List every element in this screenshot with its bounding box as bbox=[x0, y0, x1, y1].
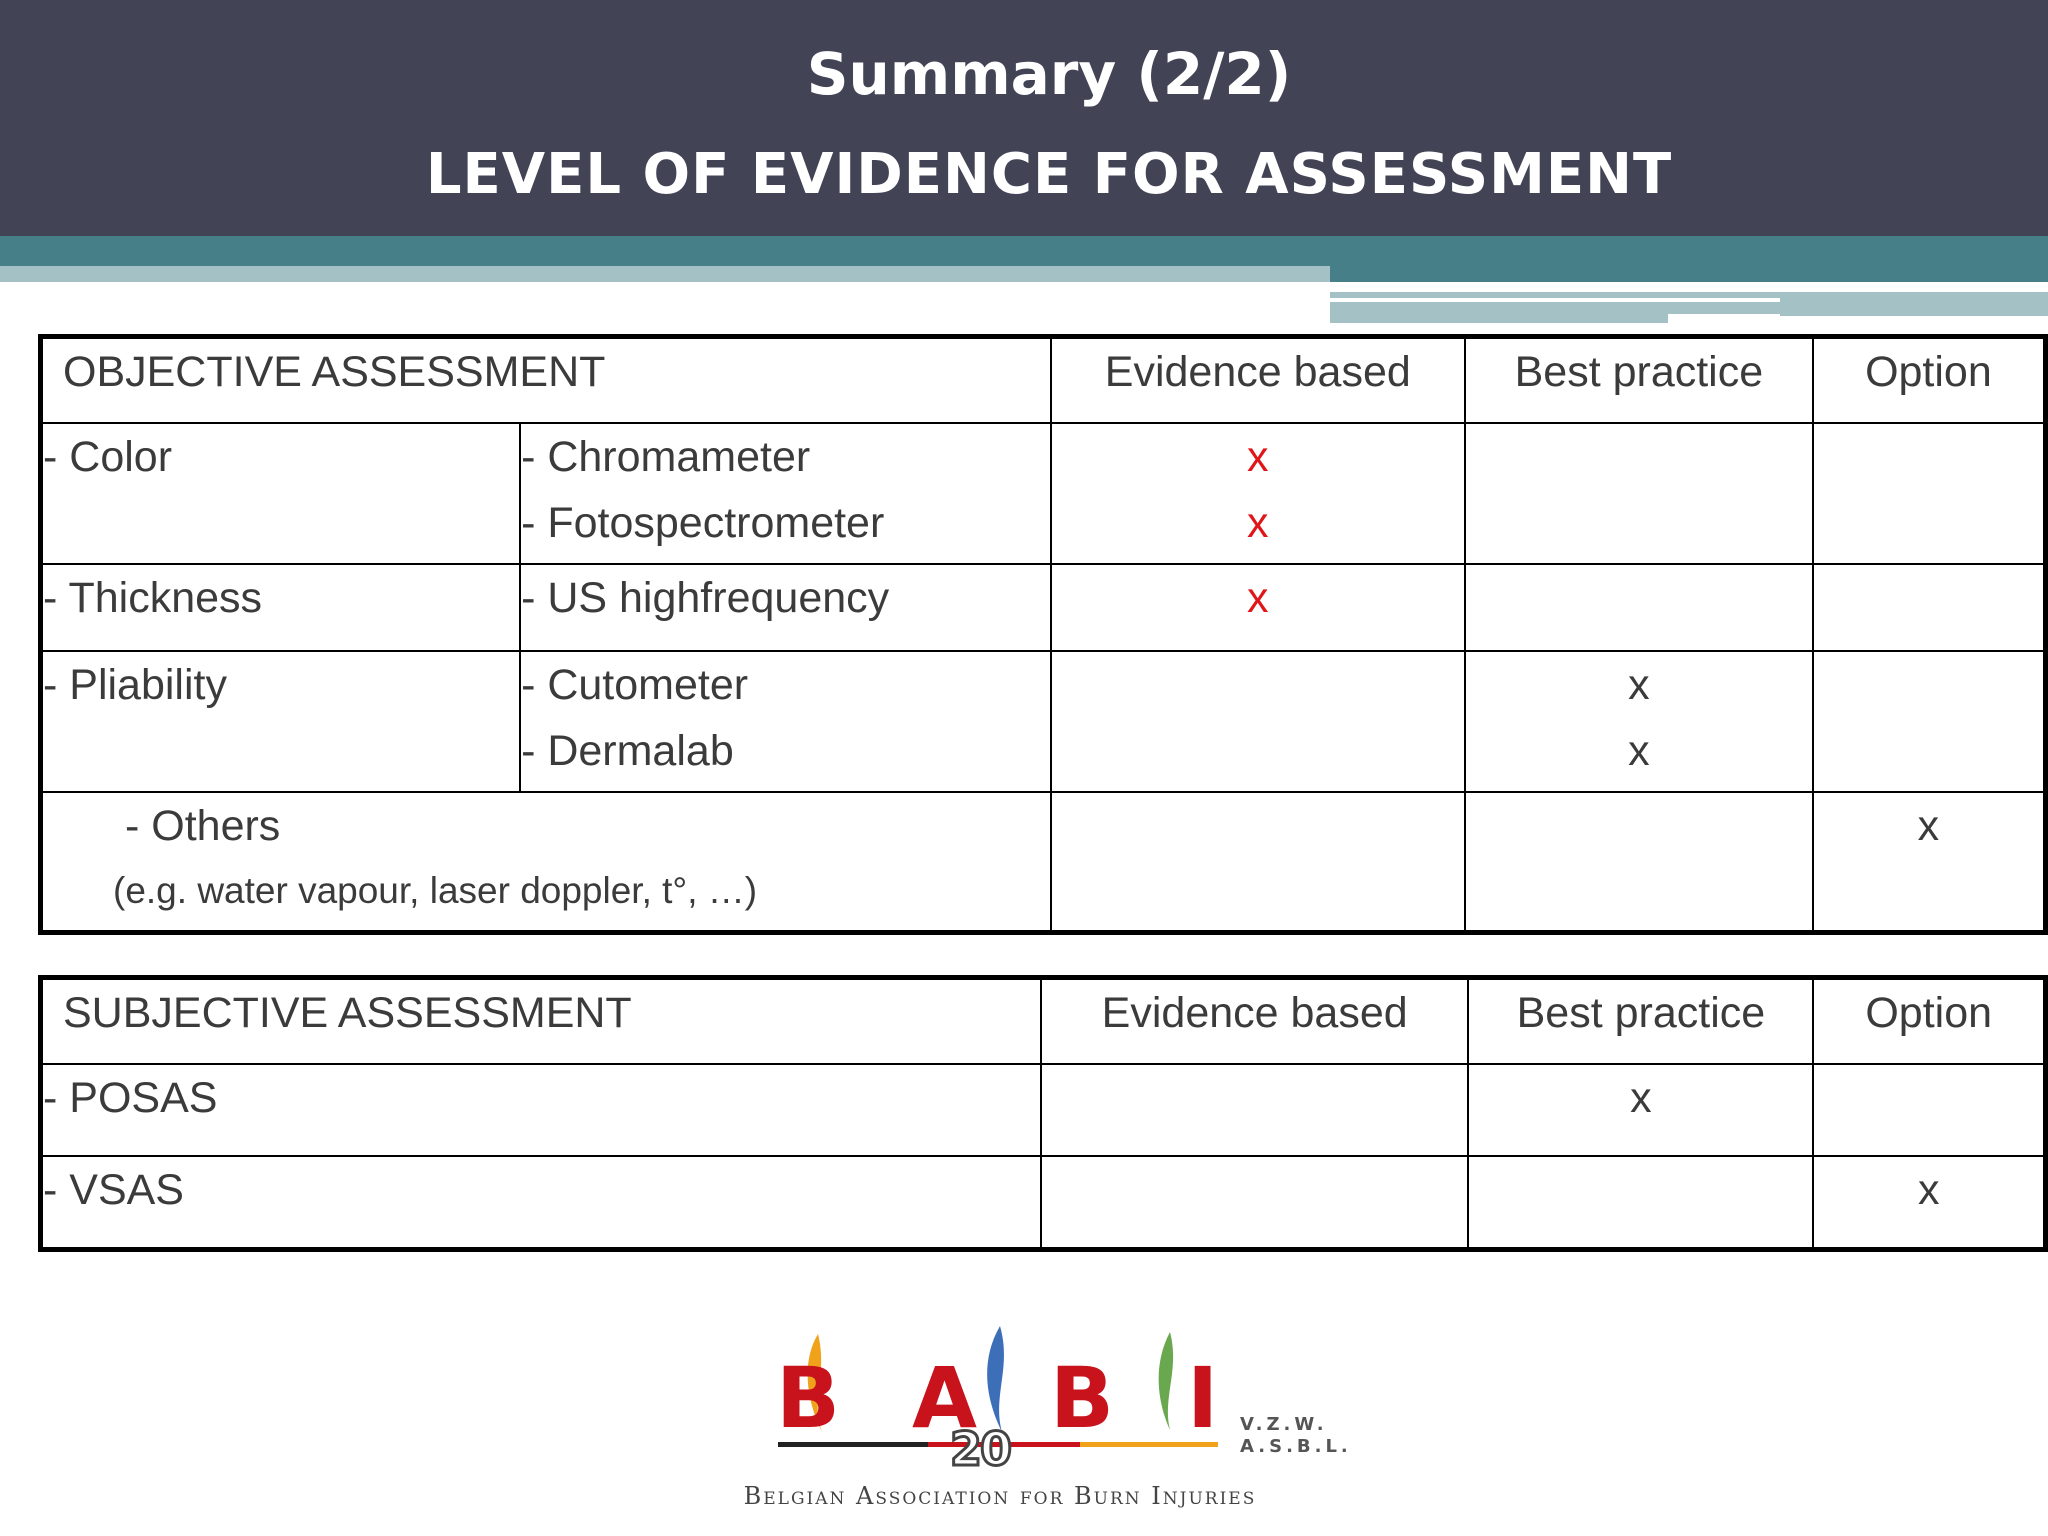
accent-band bbox=[1330, 266, 2048, 282]
best-practice-cell bbox=[1465, 792, 1813, 933]
accent-band bbox=[1330, 314, 1668, 323]
best-practice-mark: x bbox=[1628, 660, 1650, 709]
table-row bbox=[41, 564, 2046, 651]
row-label-others: - Others bbox=[125, 801, 281, 850]
evidence-mark: x bbox=[1247, 432, 1269, 481]
method-us-highfrequency: - US highfrequency bbox=[520, 564, 1051, 651]
logo-organization-name: Belgian Association for Burn Injuries bbox=[743, 1482, 1257, 1510]
logo-letter: A bbox=[912, 1349, 978, 1447]
table-row bbox=[41, 1156, 2046, 1250]
methods-cell bbox=[520, 651, 1051, 792]
option-cell bbox=[1813, 1064, 2045, 1156]
subjective-assessment-table bbox=[38, 975, 2048, 1252]
header-bar bbox=[0, 0, 2048, 236]
best-practice-cell bbox=[1465, 564, 1813, 651]
table-row bbox=[41, 1064, 2046, 1156]
others-note: (e.g. water vapour, laser doppler, t°, …) bbox=[113, 869, 758, 911]
column-evidence-based: Evidence based bbox=[1051, 337, 1465, 423]
column-option: Option bbox=[1813, 978, 2045, 1064]
method-fotospectrometer: - Fotospectrometer bbox=[521, 498, 885, 547]
objective-heading: OBJECTIVE ASSESSMENT bbox=[41, 337, 1051, 423]
table-row bbox=[41, 792, 2046, 933]
evidence-mark: x bbox=[1247, 498, 1269, 547]
option-mark: x bbox=[1813, 1156, 2045, 1250]
logo-suffix-asbl: A.S.B.L. bbox=[1240, 1436, 1352, 1457]
best-practice-cell bbox=[1468, 1156, 1813, 1250]
accent-band bbox=[0, 236, 2048, 266]
evidence-cell bbox=[1051, 423, 1465, 564]
best-practice-cell bbox=[1465, 423, 1813, 564]
column-best-practice: Best practice bbox=[1465, 337, 1813, 423]
evidence-cell bbox=[1041, 1064, 1468, 1156]
option-mark: x bbox=[1813, 792, 2046, 933]
table-header-row bbox=[41, 978, 2046, 1064]
evidence-cell bbox=[1051, 792, 1465, 933]
logo-letter: B bbox=[1050, 1349, 1115, 1447]
slide-subtitle: LEVEL OF EVIDENCE FOR ASSESSMENT bbox=[425, 142, 1673, 207]
methods-cell bbox=[520, 423, 1051, 564]
logo-letter: B bbox=[776, 1349, 841, 1447]
evidence-cell bbox=[1041, 1156, 1468, 1250]
method-cutometer: - Cutometer bbox=[521, 660, 749, 709]
others-cell bbox=[41, 792, 1051, 933]
accent-band bbox=[1780, 292, 2048, 316]
accent-band bbox=[0, 266, 1330, 282]
babi-logo bbox=[700, 1304, 1350, 1514]
table-row bbox=[41, 423, 2046, 564]
option-cell bbox=[1813, 651, 2046, 792]
best-practice-cell bbox=[1465, 651, 1813, 792]
column-option: Option bbox=[1813, 337, 2046, 423]
column-evidence-based: Evidence based bbox=[1041, 978, 1468, 1064]
table-header-row bbox=[41, 337, 2046, 423]
row-label-color: - Color bbox=[41, 423, 521, 564]
table-row bbox=[41, 651, 2046, 792]
subjective-heading: SUBJECTIVE ASSESSMENT bbox=[41, 978, 1041, 1064]
best-practice-mark: x bbox=[1468, 1064, 1813, 1156]
accent-band bbox=[1330, 282, 2048, 292]
evidence-cell bbox=[1051, 651, 1465, 792]
evidence-mark: x bbox=[1051, 564, 1465, 651]
logo-suffix-vzw: V.Z.W. bbox=[1240, 1414, 1328, 1435]
accent-band bbox=[1330, 298, 1780, 302]
objective-assessment-table bbox=[38, 334, 2048, 935]
option-cell bbox=[1813, 423, 2046, 564]
method-chromameter: - Chromameter bbox=[521, 432, 811, 481]
logo-anniversary: 20 bbox=[950, 1422, 1011, 1476]
best-practice-mark: x bbox=[1628, 726, 1650, 775]
logo-letter: I bbox=[1187, 1349, 1219, 1447]
column-best-practice: Best practice bbox=[1468, 978, 1813, 1064]
option-cell bbox=[1813, 564, 2046, 651]
row-label-pliability: - Pliability bbox=[41, 651, 521, 792]
slide-title: Summary (2/2) bbox=[806, 40, 1292, 108]
row-label-vsas: - VSAS bbox=[41, 1156, 1041, 1250]
method-dermalab: - Dermalab bbox=[521, 726, 734, 775]
row-label-thickness: - Thickness bbox=[41, 564, 521, 651]
row-label-posas: - POSAS bbox=[41, 1064, 1041, 1156]
